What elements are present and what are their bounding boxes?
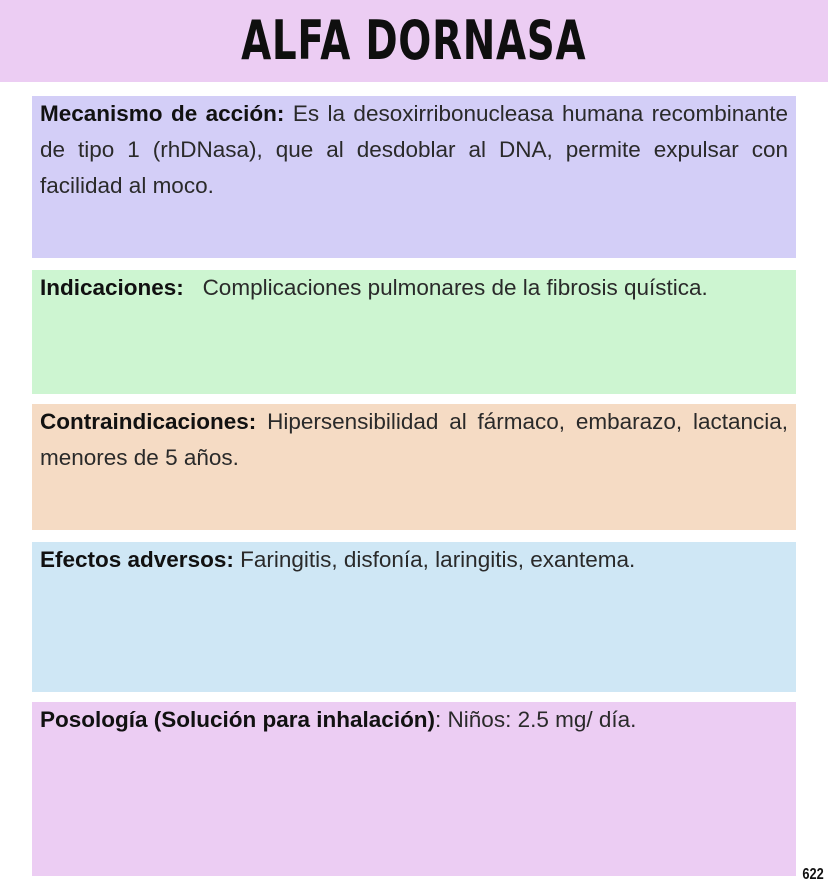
- section-label: Contraindicaciones:: [40, 409, 268, 434]
- section-indicaciones: [32, 270, 796, 394]
- title-bar: [0, 0, 828, 82]
- section-contraindicaciones: [32, 404, 796, 530]
- page-number: 622: [802, 866, 824, 883]
- section-text: Es la desoxirribonucleasa humana recombinante de tipo 1 (rhDNasa), que al desdoblar al DNA, permite expulsar con facilidad al moco.: [40, 101, 789, 198]
- section-label: Mecanismo de acción:: [40, 101, 293, 126]
- section-efectos-adversos: [32, 542, 796, 692]
- section-posologia: [32, 702, 796, 876]
- section-label: Indicaciones:: [40, 275, 191, 300]
- section-label: Posología (Solución para inhalación): [40, 707, 436, 732]
- section-text: Hipersensibilidad al fármaco, embarazo, lactancia, menores de 5 años.: [40, 409, 789, 470]
- section-mecanismo: [32, 96, 796, 258]
- section-text: Complicaciones pulmonares de la fibrosis quística.: [202, 275, 708, 300]
- section-text: Faringitis, disfonía, laringitis, exantema.: [240, 547, 636, 572]
- section-label: Efectos adversos:: [40, 547, 241, 572]
- section-text: : Niños: 2.5 mg/ día.: [435, 707, 637, 732]
- page-title: ALFA DORNASA: [241, 9, 587, 72]
